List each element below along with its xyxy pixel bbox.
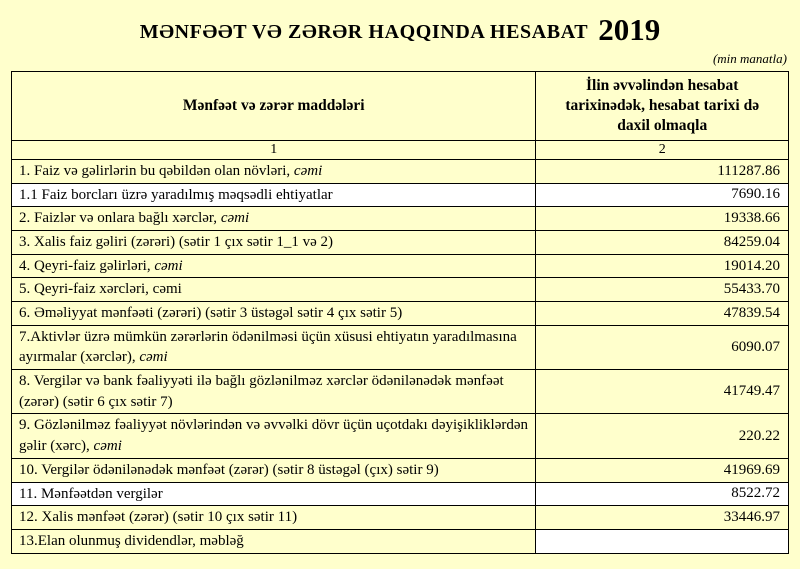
row-value: 19014.20 xyxy=(536,254,789,278)
row-label: 13.Elan olunmuş dividendlər, məbləğ xyxy=(12,529,536,553)
row-label: 6. Əməliyyat mənfəəti (zərəri) (sətir 3 üstəgəl sətir 4 çıx sətir 5) xyxy=(12,302,536,326)
table-row xyxy=(12,230,789,254)
row-label: 3. Xalis faiz gəliri (zərəri) (sətir 1 çıx sətir 1_1 və 2) xyxy=(12,230,536,254)
row-value: 220.22 xyxy=(536,414,789,458)
col-number-2: 2 xyxy=(536,141,789,160)
header-row xyxy=(12,72,789,141)
row-label: 5. Qeyri-faiz xərcləri, cəmi xyxy=(12,278,536,302)
row-value: 33446.97 xyxy=(536,506,789,530)
table-row xyxy=(12,183,789,207)
row-value: 111287.86 xyxy=(536,159,789,183)
table-row xyxy=(12,254,789,278)
table-row xyxy=(12,506,789,530)
report-title: MƏNFƏƏT VƏ ZƏRƏR HAQQINDA HESABAT xyxy=(139,21,589,43)
row-label: 1. Faiz və gəlirlərin bu qəbildən olan növləri, cəmi xyxy=(12,159,536,183)
row-value: 47839.54 xyxy=(536,302,789,326)
row-label: 4. Qeyri-faiz gəlirləri, cəmi xyxy=(12,254,536,278)
row-label: 10. Vergilər ödənilənədək mənfəət (zərər) (sətir 8 üstəgəl (çıx) sətir 9) xyxy=(12,458,536,482)
table-row xyxy=(12,414,789,458)
row-value: 19338.66 xyxy=(536,207,789,231)
report-table xyxy=(11,71,789,554)
row-value-input[interactable]: 8522.72 xyxy=(536,482,789,506)
row-label: 8. Vergilər və bank fəaliyyəti ilə bağlı gözlənilməz xərclər ödənilənədək mənfəət (zərər) (sətir 6 çıx sətir 7) xyxy=(12,370,536,414)
table-row xyxy=(12,529,789,553)
row-value-input[interactable] xyxy=(536,529,789,553)
table-row xyxy=(12,159,789,183)
row-label: 9. Gözlənilməz fəaliyyət növlərindən və əvvəlki dövr üçün uçotdakı dəyişikliklərdən gəlir (xərc), cəmi xyxy=(12,414,536,458)
row-label: 11. Mənfəətdən vergilər xyxy=(12,482,536,506)
col-number-1: 1 xyxy=(12,141,536,160)
row-value: 84259.04 xyxy=(536,230,789,254)
table-row xyxy=(12,325,789,369)
table-row xyxy=(12,370,789,414)
row-label: 1.1 Faiz borcları üzrə yaradılmış məqsədli ehtiyatlar xyxy=(12,183,536,207)
table-row xyxy=(12,482,789,506)
row-value: 41969.69 xyxy=(536,458,789,482)
row-value: 55433.70 xyxy=(536,278,789,302)
table-row xyxy=(12,302,789,326)
col-header-period: İlin əvvəlindən hesabat tarixinədək, hesabat tarixi də daxil olmaqla xyxy=(536,72,789,141)
column-number-row xyxy=(12,141,789,160)
row-value: 6090.07 xyxy=(536,325,789,369)
table-row xyxy=(12,207,789,231)
row-value-input[interactable]: 7690.16 xyxy=(536,183,789,207)
row-label: 2. Faizlər və onlara bağlı xərclər, cəmi xyxy=(12,207,536,231)
col-header-items: Mənfəət və zərər maddələri xyxy=(12,72,536,141)
report-year: 2019 xyxy=(598,12,661,47)
table-row xyxy=(12,278,789,302)
unit-note: (min manatla) xyxy=(712,51,787,66)
table-row xyxy=(12,458,789,482)
row-label: 12. Xalis mənfəət (zərər) (sətir 10 çıx sətir 11) xyxy=(12,506,536,530)
row-value: 41749.47 xyxy=(536,370,789,414)
row-label: 7.Aktivlər üzrə mümkün zərərlərin ödənilməsi üçün xüsusi ehtiyatın yaradılmasına ayırmalar (xərclər), cəmi xyxy=(12,325,536,369)
page-title xyxy=(11,12,789,48)
